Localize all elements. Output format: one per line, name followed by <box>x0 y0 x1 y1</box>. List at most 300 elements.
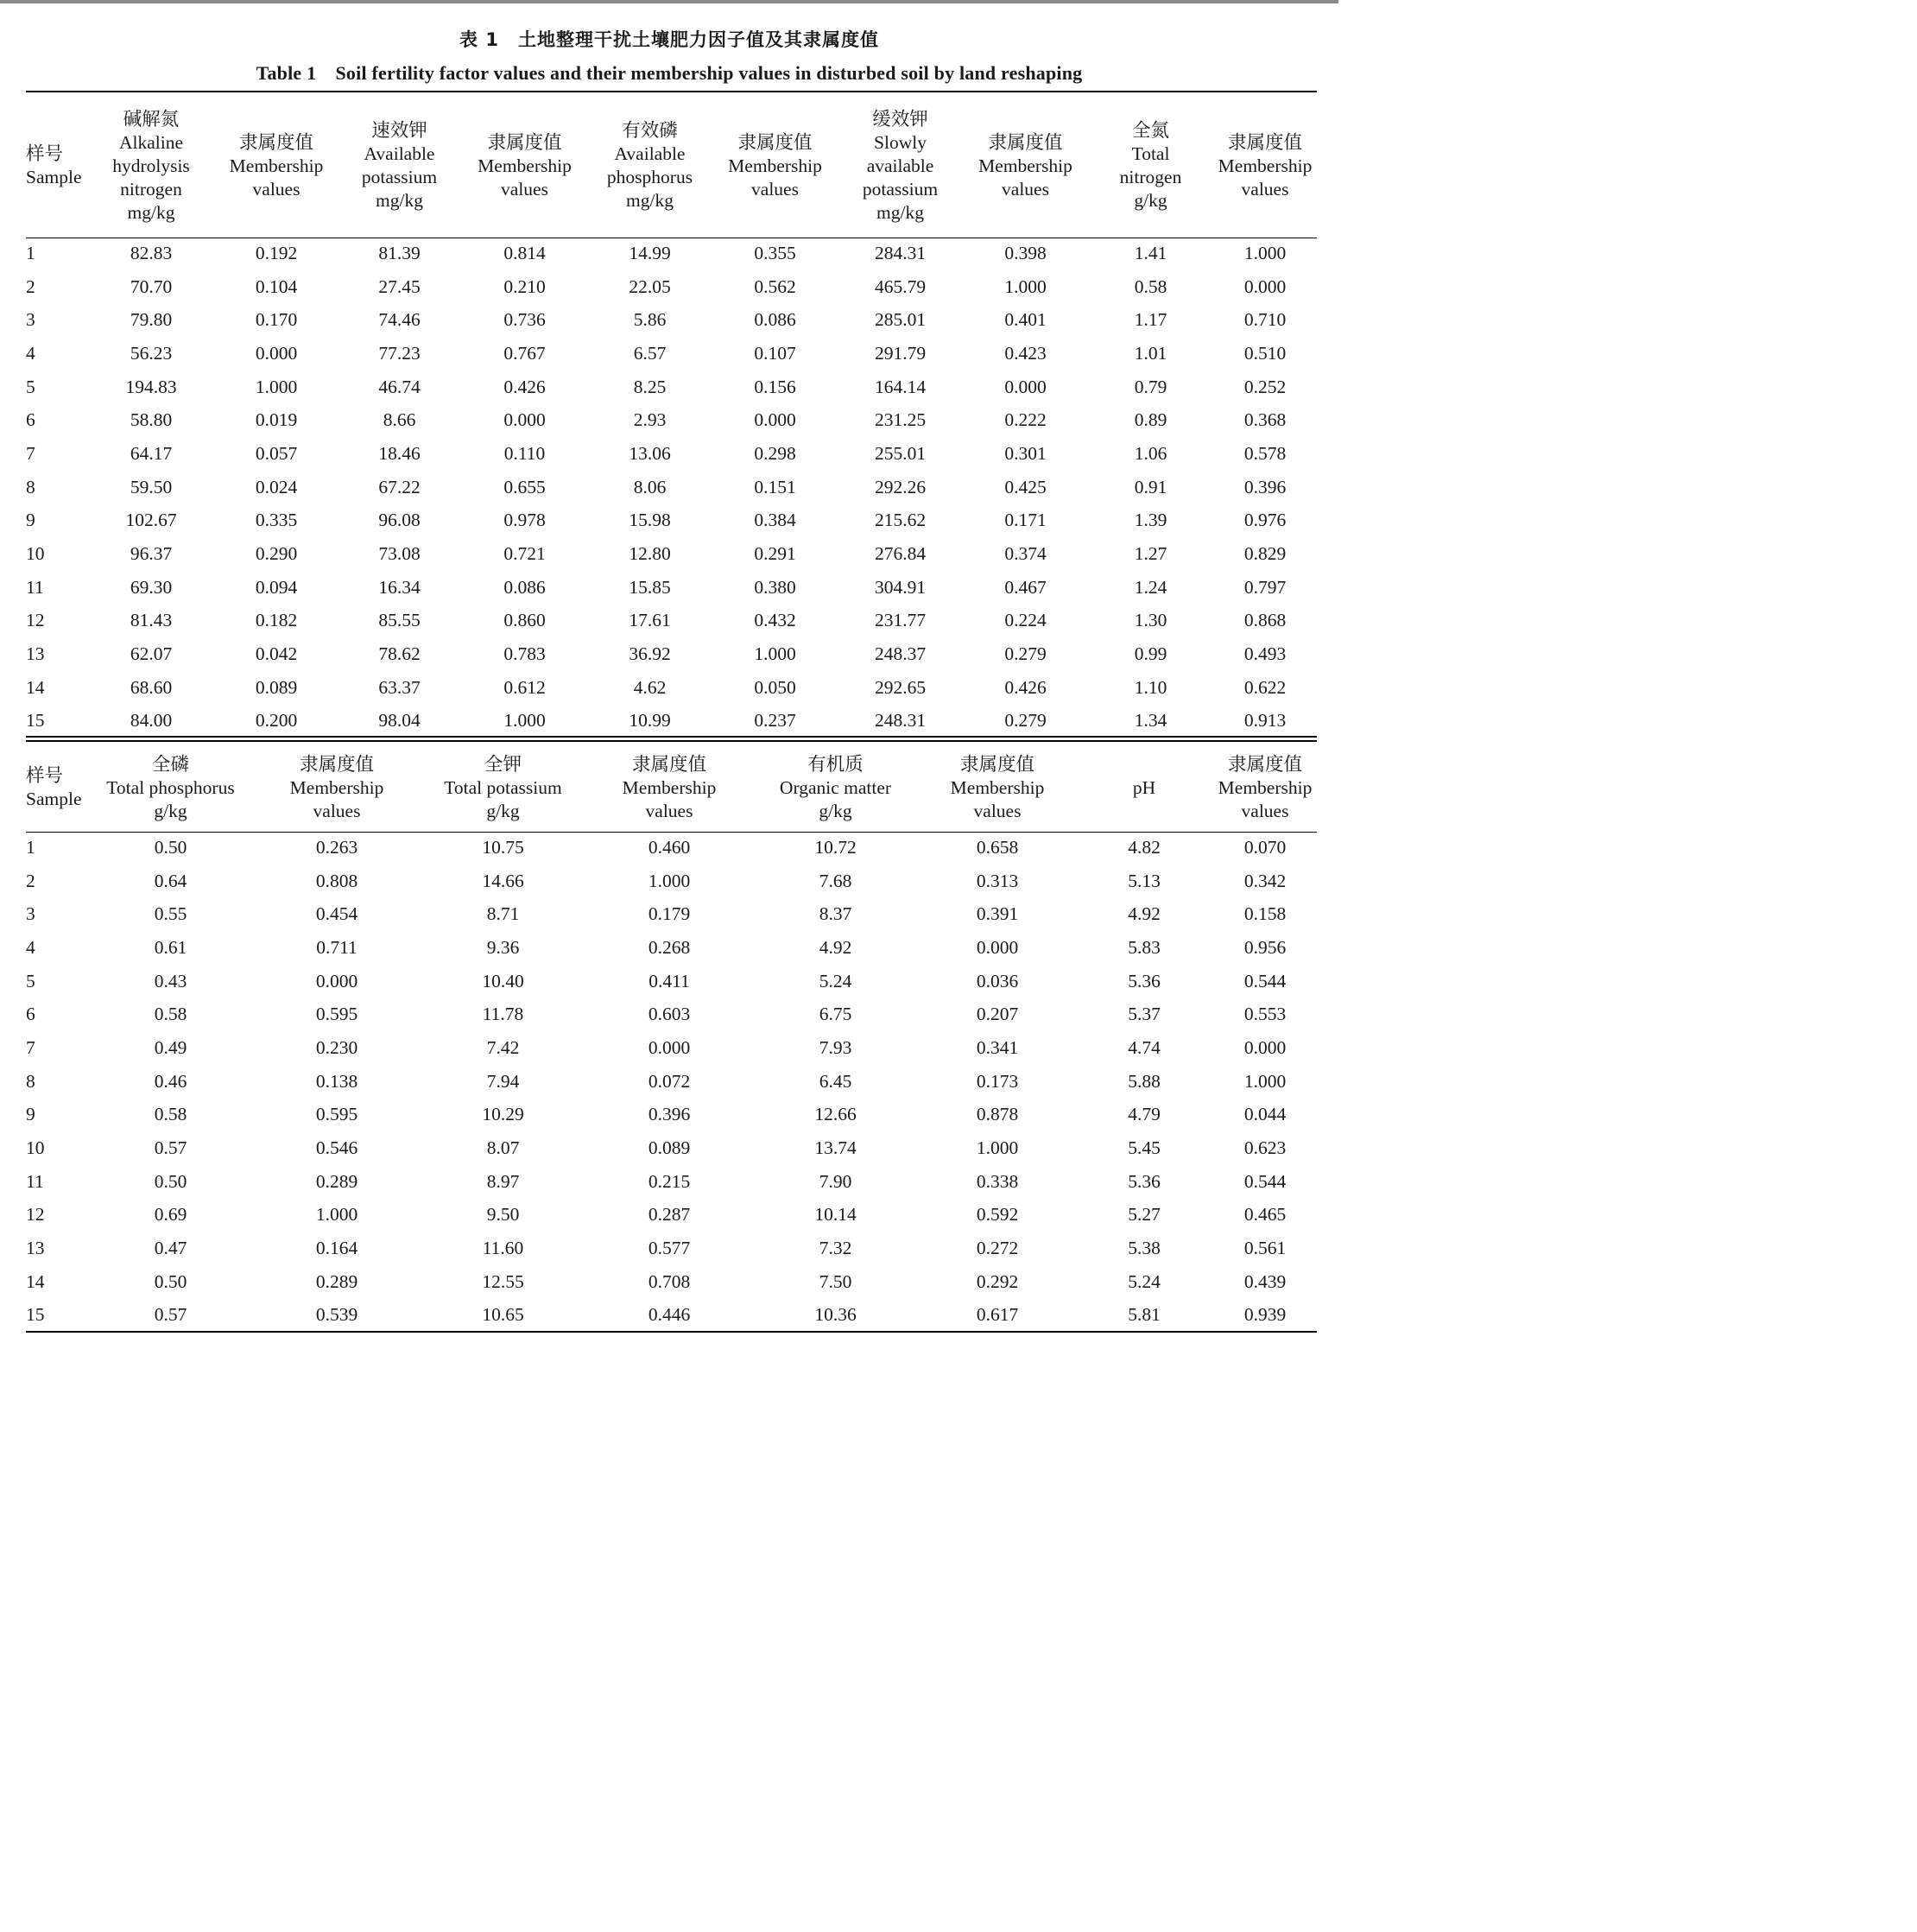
value-cell: 0.000 <box>754 409 796 431</box>
value-cell: 0.553 <box>1243 1004 1287 1025</box>
header-line: Sample <box>26 167 82 187</box>
table-row <box>26 865 1317 898</box>
value-cell: 0.595 <box>315 1104 358 1125</box>
value-cell: 27.45 <box>378 276 421 297</box>
header-line: 隶属度值 <box>1227 131 1302 153</box>
value-cell: 0.164 <box>315 1238 358 1259</box>
value-cell: 64.17 <box>130 442 173 464</box>
value-cell: 0.432 <box>754 610 796 631</box>
value-cell: 0.43 <box>154 970 187 991</box>
header-line: values <box>1002 178 1049 200</box>
header-line: available <box>866 155 934 176</box>
value-cell: 0.298 <box>754 442 796 464</box>
value-cell: 46.74 <box>378 376 421 397</box>
value-cell: 11.78 <box>482 1004 524 1025</box>
value-cell: 0.603 <box>648 1004 691 1025</box>
column-header <box>1075 744 1213 831</box>
value-cell: 0.783 <box>503 643 546 665</box>
sample-number-cell: 9 <box>26 510 35 531</box>
header-line: mg/kg <box>376 190 423 211</box>
value-cell: 22.05 <box>629 276 671 297</box>
value-cell: 0.396 <box>1243 476 1287 497</box>
value-cell: 292.65 <box>874 676 927 698</box>
sample-number-cell: 2 <box>26 276 35 297</box>
value-cell: 6.57 <box>633 342 667 364</box>
header-line: Slowly <box>874 131 927 153</box>
value-cell: 284.31 <box>874 242 927 263</box>
column-header-sample <box>26 95 86 237</box>
value-cell: 0.539 <box>315 1304 358 1326</box>
value-cell: 1.24 <box>1134 576 1167 598</box>
sample-number-cell: 12 <box>26 610 45 631</box>
value-cell: 5.37 <box>1128 1004 1161 1025</box>
value-cell: 0.158 <box>1243 903 1287 925</box>
value-cell: 0.797 <box>1243 576 1287 598</box>
value-cell: 96.08 <box>378 510 421 531</box>
value-cell: 5.45 <box>1128 1137 1161 1159</box>
value-cell: 0.138 <box>315 1070 358 1092</box>
value-cell: 0.272 <box>976 1238 1019 1259</box>
header-line: 隶属度值 <box>988 131 1063 153</box>
value-cell: 96.37 <box>130 543 173 565</box>
value-cell: 0.79 <box>1134 376 1167 397</box>
column-header <box>587 744 751 831</box>
header-line: phosphorus <box>606 167 693 187</box>
value-cell: 6.45 <box>819 1070 852 1092</box>
column-header <box>462 95 587 237</box>
header-line: 有机质 <box>807 753 864 775</box>
previous-page-text-strip <box>0 0 1338 3</box>
value-cell: 0.171 <box>1004 510 1047 531</box>
value-cell: 9.50 <box>486 1204 520 1226</box>
fertility-table-part-1 <box>26 95 1317 738</box>
header-line: Available <box>614 143 686 164</box>
table-row <box>26 270 1317 304</box>
value-cell: 0.623 <box>1243 1137 1287 1159</box>
column-header-sample <box>26 744 86 831</box>
header-line: hydrolysis <box>112 155 190 176</box>
value-cell: 0.263 <box>315 836 358 858</box>
value-cell: 0.401 <box>1004 309 1047 331</box>
value-cell: 0.711 <box>316 936 357 958</box>
value-cell: 98.04 <box>378 710 421 732</box>
value-cell: 70.70 <box>130 276 173 297</box>
sample-number-cell: 3 <box>26 309 35 331</box>
value-cell: 248.31 <box>874 710 927 732</box>
header-line: Membership <box>950 776 1045 798</box>
value-cell: 231.77 <box>874 610 927 631</box>
value-cell: 0.044 <box>1243 1104 1287 1125</box>
value-cell: 7.32 <box>819 1238 852 1259</box>
header-line: Total phosphorus <box>106 776 235 798</box>
value-cell: 0.301 <box>1004 442 1047 464</box>
header-line: 隶属度值 <box>959 753 1034 775</box>
value-cell: 1.000 <box>255 376 298 397</box>
table-row <box>26 1099 1317 1132</box>
sample-number-cell: 12 <box>26 1204 45 1226</box>
value-cell: 0.546 <box>315 1137 358 1159</box>
table-row <box>26 671 1317 705</box>
table-row <box>26 897 1317 931</box>
value-cell: 0.391 <box>976 903 1019 925</box>
value-cell: 0.976 <box>1243 510 1287 531</box>
value-cell: 0.592 <box>976 1204 1019 1226</box>
value-cell: 0.000 <box>503 409 546 431</box>
header-line: Total potassium <box>444 776 562 798</box>
value-cell: 7.94 <box>486 1070 520 1092</box>
header-line: 隶属度值 <box>238 131 313 153</box>
value-cell: 73.08 <box>378 543 421 565</box>
column-header <box>216 95 337 237</box>
sample-number-cell: 6 <box>26 1004 35 1025</box>
column-header <box>587 95 712 237</box>
value-cell: 0.072 <box>648 1070 691 1092</box>
value-cell: 0.868 <box>1243 610 1287 631</box>
value-cell: 0.454 <box>315 903 358 925</box>
table-row <box>26 1065 1317 1099</box>
header-line: Membership <box>728 155 822 176</box>
value-cell: 0.355 <box>754 242 796 263</box>
value-cell: 0.658 <box>976 836 1019 858</box>
value-cell: 0.000 <box>1243 1036 1287 1058</box>
value-cell: 0.380 <box>754 576 796 598</box>
value-cell: 0.50 <box>154 1270 187 1292</box>
value-cell: 16.34 <box>378 576 421 598</box>
value-cell: 8.97 <box>486 1170 520 1192</box>
value-cell: 0.170 <box>255 309 298 331</box>
value-cell: 1.000 <box>1004 276 1047 297</box>
column-header <box>1088 95 1213 237</box>
value-cell: 5.24 <box>1128 1270 1161 1292</box>
column-header <box>86 95 216 237</box>
table-row <box>26 1232 1317 1265</box>
value-cell: 10.99 <box>629 710 671 732</box>
value-cell: 0.446 <box>648 1304 691 1326</box>
value-cell: 0.423 <box>1004 342 1047 364</box>
value-cell: 5.13 <box>1128 870 1161 891</box>
header-line: mg/kg <box>127 201 175 223</box>
value-cell: 0.107 <box>754 342 796 364</box>
value-cell: 77.23 <box>378 342 421 364</box>
value-cell: 0.767 <box>503 342 546 364</box>
value-cell: 4.62 <box>633 676 667 698</box>
header-line: values <box>1241 178 1289 200</box>
value-cell: 0.179 <box>648 903 691 925</box>
value-cell: 0.47 <box>154 1238 187 1259</box>
value-cell: 0.398 <box>1004 242 1047 263</box>
column-header <box>838 95 963 237</box>
value-cell: 0.268 <box>648 936 691 958</box>
value-cell: 10.65 <box>482 1304 524 1326</box>
value-cell: 1.000 <box>1243 242 1287 263</box>
value-cell: 1.41 <box>1134 242 1167 263</box>
header-line: values <box>973 800 1022 821</box>
table-row <box>26 1165 1317 1199</box>
value-cell: 62.07 <box>130 643 173 665</box>
value-cell: 4.79 <box>1128 1104 1161 1125</box>
value-cell: 291.79 <box>874 342 927 364</box>
value-cell: 5.88 <box>1128 1070 1161 1092</box>
value-cell: 1.000 <box>976 1137 1019 1159</box>
table-row <box>26 371 1317 404</box>
header-line: Membership <box>1218 776 1313 798</box>
value-cell: 5.86 <box>633 309 667 331</box>
value-cell: 0.50 <box>154 1170 187 1192</box>
value-cell: 255.01 <box>874 442 927 464</box>
value-cell: 0.89 <box>1134 409 1167 431</box>
value-cell: 8.37 <box>819 903 852 925</box>
sample-number-cell: 15 <box>26 710 45 732</box>
value-cell: 0.493 <box>1243 643 1287 665</box>
header-line: potassium <box>862 178 939 200</box>
value-cell: 7.93 <box>819 1036 852 1058</box>
column-header <box>86 744 255 831</box>
value-cell: 0.510 <box>1243 342 1287 364</box>
value-cell: 0.110 <box>503 442 546 464</box>
header-line: values <box>751 178 799 200</box>
header-line: 碱解氮 <box>123 108 180 130</box>
value-cell: 0.57 <box>154 1304 187 1326</box>
sample-number-cell: 13 <box>26 1238 45 1259</box>
table-row <box>26 537 1317 571</box>
header-line: Total <box>1131 143 1170 164</box>
value-cell: 0.562 <box>754 276 796 297</box>
value-cell: 0.425 <box>1004 476 1047 497</box>
value-cell: 12.66 <box>814 1104 857 1125</box>
table-row <box>26 831 1317 865</box>
value-cell: 14.99 <box>629 242 671 263</box>
sample-number-cell: 14 <box>26 676 45 698</box>
header-line: mg/kg <box>876 201 924 223</box>
header-line: Membership <box>978 155 1072 176</box>
header-line: g/kg <box>486 800 520 821</box>
value-cell: 0.070 <box>1243 836 1287 858</box>
value-cell: 2.93 <box>633 409 667 431</box>
value-cell: 9.36 <box>486 936 520 958</box>
value-cell: 0.544 <box>1243 1170 1287 1192</box>
header-line: 样号 <box>26 765 64 786</box>
value-cell: 0.46 <box>154 1070 187 1092</box>
value-cell: 0.577 <box>648 1238 691 1259</box>
sample-number-cell: 6 <box>26 409 35 431</box>
value-cell: 0.710 <box>1243 309 1287 331</box>
value-cell: 0.338 <box>976 1170 1019 1192</box>
table-row <box>26 1131 1317 1165</box>
value-cell: 0.094 <box>255 576 298 598</box>
value-cell: 0.58 <box>154 1004 187 1025</box>
value-cell: 1.06 <box>1134 442 1167 464</box>
value-cell: 0.289 <box>315 1170 358 1192</box>
value-cell: 0.612 <box>503 676 546 698</box>
header-line: 隶属度值 <box>1227 753 1302 775</box>
value-cell: 13.74 <box>814 1137 857 1159</box>
header-line: Membership <box>229 155 324 176</box>
value-cell: 0.182 <box>255 610 298 631</box>
value-cell: 8.07 <box>486 1137 520 1159</box>
value-cell: 4.74 <box>1128 1036 1161 1058</box>
value-cell: 0.200 <box>255 710 298 732</box>
value-cell: 7.50 <box>819 1270 852 1292</box>
value-cell: 14.66 <box>482 870 524 891</box>
value-cell: 8.06 <box>633 476 667 497</box>
value-cell: 0.426 <box>503 376 546 397</box>
header-line: values <box>1241 800 1289 821</box>
value-cell: 0.708 <box>648 1270 691 1292</box>
value-cell: 13.06 <box>629 442 671 464</box>
table-row <box>26 437 1317 471</box>
value-cell: 1.39 <box>1134 510 1167 531</box>
value-cell: 10.72 <box>814 836 857 858</box>
value-cell: 36.92 <box>629 643 671 665</box>
sample-number-cell: 1 <box>26 836 35 858</box>
value-cell: 63.37 <box>378 676 421 698</box>
column-header <box>963 95 1088 237</box>
sample-number-cell: 8 <box>26 1070 35 1092</box>
value-cell: 0.210 <box>503 276 546 297</box>
value-cell: 1.000 <box>1243 1070 1287 1092</box>
sample-number-cell: 13 <box>26 643 45 665</box>
value-cell: 0.215 <box>648 1170 691 1192</box>
table-row <box>26 705 1317 738</box>
sample-number-cell: 4 <box>26 342 35 364</box>
header-line: pH <box>1132 776 1156 798</box>
value-cell: 0.384 <box>754 510 796 531</box>
value-cell: 10.40 <box>482 970 524 991</box>
header-line: 缓效钾 <box>872 108 928 130</box>
value-cell: 0.000 <box>976 936 1019 958</box>
value-cell: 0.057 <box>255 442 298 464</box>
table-title-chinese: 表 1 土地整理干扰土壤肥力因子值及其隶属度值 <box>459 29 879 50</box>
value-cell: 4.82 <box>1128 836 1161 858</box>
value-cell: 276.84 <box>874 543 927 565</box>
value-cell: 58.80 <box>130 409 173 431</box>
value-cell: 0.207 <box>976 1004 1019 1025</box>
value-cell: 5.36 <box>1128 1170 1161 1192</box>
table-row <box>26 1199 1317 1232</box>
value-cell: 0.57 <box>154 1137 187 1159</box>
value-cell: 10.29 <box>482 1104 524 1125</box>
value-cell: 0.439 <box>1243 1270 1287 1292</box>
table-row <box>26 337 1317 371</box>
value-cell: 7.90 <box>819 1170 852 1192</box>
value-cell: 0.829 <box>1243 543 1287 565</box>
value-cell: 0.978 <box>503 510 546 531</box>
value-cell: 0.49 <box>154 1036 187 1058</box>
value-cell: 8.25 <box>633 376 667 397</box>
value-cell: 82.83 <box>130 242 173 263</box>
value-cell: 0.151 <box>754 476 796 497</box>
bottom-rule <box>26 1331 1317 1333</box>
sample-number-cell: 14 <box>26 1270 45 1292</box>
value-cell: 0.99 <box>1134 643 1167 665</box>
value-cell: 85.55 <box>378 610 421 631</box>
value-cell: 0.000 <box>1243 276 1287 297</box>
value-cell: 0.460 <box>648 836 691 858</box>
value-cell: 285.01 <box>874 309 927 331</box>
value-cell: 1.34 <box>1134 710 1167 732</box>
header-line: values <box>501 178 548 200</box>
value-cell: 304.91 <box>874 576 927 598</box>
top-rule <box>26 91 1317 92</box>
value-cell: 0.156 <box>754 376 796 397</box>
header-line: 隶属度值 <box>631 753 706 775</box>
column-header <box>1213 95 1317 237</box>
value-cell: 0.291 <box>754 543 796 565</box>
column-header <box>337 95 462 237</box>
value-cell: 0.544 <box>1243 970 1287 991</box>
value-cell: 74.46 <box>378 309 421 331</box>
value-cell: 0.396 <box>648 1104 691 1125</box>
fertility-table-part-2 <box>26 744 1317 1332</box>
value-cell: 0.368 <box>1243 409 1287 431</box>
value-cell: 10.75 <box>482 836 524 858</box>
value-cell: 18.46 <box>378 442 421 464</box>
header-line: g/kg <box>1134 190 1167 211</box>
value-cell: 0.230 <box>315 1036 358 1058</box>
value-cell: 0.91 <box>1134 476 1167 497</box>
table-row <box>26 571 1317 605</box>
header-line: 隶属度值 <box>299 753 374 775</box>
value-cell: 1.17 <box>1134 309 1167 331</box>
value-cell: 0.655 <box>503 476 546 497</box>
value-cell: 12.80 <box>629 543 671 565</box>
value-cell: 4.92 <box>819 936 852 958</box>
value-cell: 4.92 <box>1128 903 1161 925</box>
value-cell: 0.467 <box>1004 576 1047 598</box>
value-cell: 0.000 <box>1004 376 1047 397</box>
column-header <box>712 95 838 237</box>
value-cell: 0.019 <box>255 409 298 431</box>
value-cell: 0.913 <box>1243 710 1287 732</box>
value-cell: 0.426 <box>1004 676 1047 698</box>
value-cell: 5.36 <box>1128 970 1161 991</box>
value-cell: 0.086 <box>754 309 796 331</box>
header-line: Membership <box>1218 155 1313 176</box>
value-cell: 5.38 <box>1128 1238 1161 1259</box>
value-cell: 0.374 <box>1004 543 1047 565</box>
header-line: nitrogen <box>1119 167 1182 187</box>
sample-number-cell: 2 <box>26 870 35 891</box>
value-cell: 0.342 <box>1243 870 1287 891</box>
header-rule-part-2 <box>26 832 1317 833</box>
value-cell: 0.000 <box>648 1036 691 1058</box>
column-header <box>920 744 1075 831</box>
header-line: Alkaline <box>118 131 184 153</box>
value-cell: 5.27 <box>1128 1204 1161 1226</box>
value-cell: 0.69 <box>154 1204 187 1226</box>
header-line: 全磷 <box>151 753 189 775</box>
value-cell: 0.086 <box>503 576 546 598</box>
value-cell: 7.68 <box>819 870 852 891</box>
header-line: 隶属度值 <box>487 131 562 153</box>
table-row <box>26 1031 1317 1065</box>
header-line: 样号 <box>26 143 64 164</box>
value-cell: 194.83 <box>125 376 177 397</box>
value-cell: 0.036 <box>976 970 1019 991</box>
sample-number-cell: 3 <box>26 903 35 925</box>
header-line: Membership <box>622 776 717 798</box>
value-cell: 8.66 <box>383 409 416 431</box>
header-line: Sample <box>26 789 82 809</box>
value-cell: 0.61 <box>154 936 187 958</box>
value-cell: 5.83 <box>1128 936 1161 958</box>
value-cell: 0.292 <box>976 1270 1019 1292</box>
sample-number-cell: 7 <box>26 442 35 464</box>
value-cell: 0.313 <box>976 870 1019 891</box>
header-line: Organic matter <box>779 776 892 798</box>
value-cell: 0.50 <box>154 836 187 858</box>
header-line: values <box>645 800 693 821</box>
